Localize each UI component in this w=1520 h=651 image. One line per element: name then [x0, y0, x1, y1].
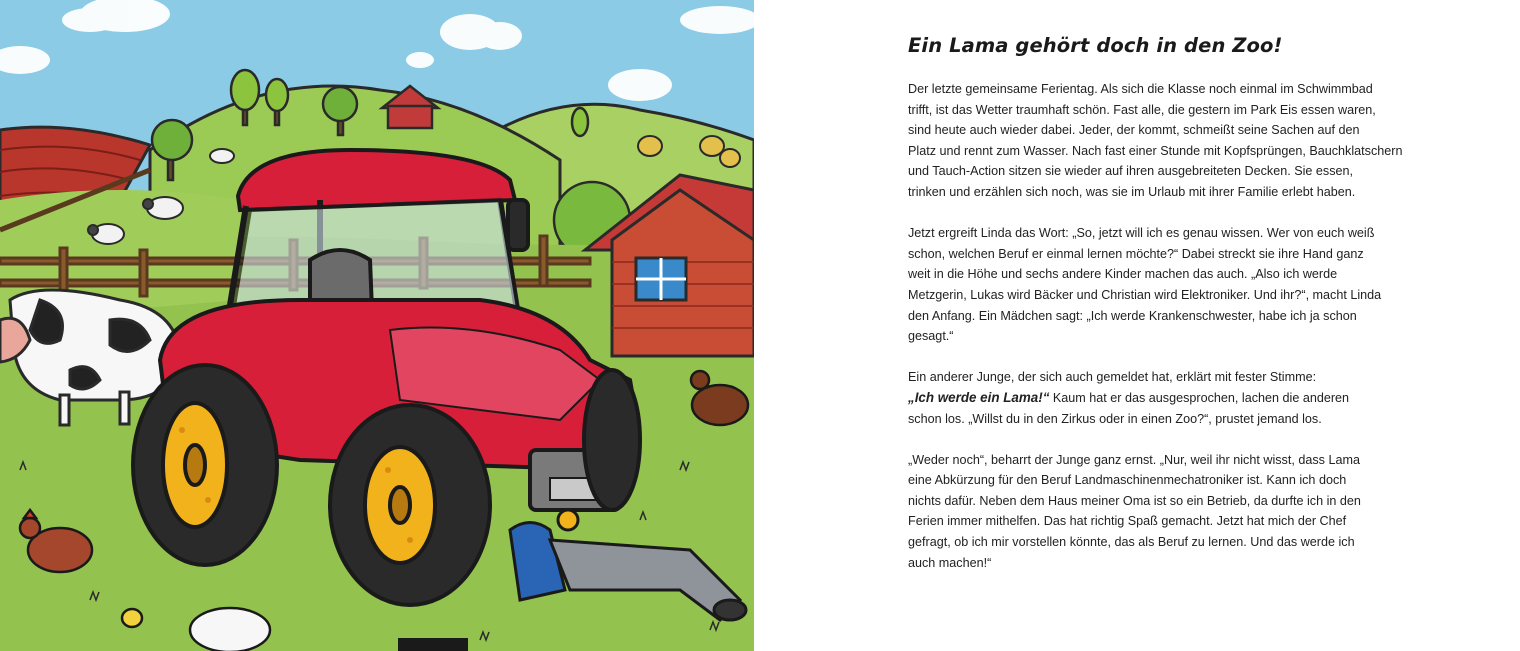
text-run: Kaum hat er das ausgesprochen, lachen die anderen: [1049, 390, 1350, 405]
text-line: Ein anderer Junge, der sich auch gemeldet hat, erklärt mit fester Stimme:: [908, 370, 1317, 385]
text-line: schon, welchen Beruf er einmal lernen möchte?“ Dabei streckt sie ihre Hand ganz: [908, 246, 1364, 261]
paragraph-2: [908, 223, 1408, 347]
text-line: gesagt.“: [908, 329, 954, 344]
text-line: Ferien immer mithelfen. Das hat richtig Spaß gemacht. Jetzt hat mich der Chef: [908, 514, 1347, 529]
text-line: eine Abkürzung für den Beruf Landmaschinenmechatroniker ist. Kann ich doch: [908, 473, 1347, 488]
illustration: [0, 0, 754, 651]
story-text: [908, 79, 1408, 594]
text-line: weit in die Höhe und sechs andere Kinder machen das auch. „Also ich werde: [908, 267, 1338, 282]
paragraph-1: [908, 79, 1408, 203]
story-title: Ein Lama gehört doch in den Zoo!: [908, 34, 1283, 57]
emphasized-quote: „Ich werde ein Lama!“: [908, 389, 1050, 405]
paragraph-4: [908, 450, 1408, 574]
text-line: „Weder noch“, beharrt der Junge ganz ernst. „Nur, weil ihr nicht wisst, dass Lama: [908, 452, 1360, 467]
text-line-with-emphasis: [908, 388, 1408, 409]
text-line: auch machen!“: [908, 555, 992, 570]
text-line: Metzgerin, Lukas wird Bäcker und Christian wird Elektroniker. Und ihr?“, macht Linda: [908, 287, 1382, 302]
farm-tractor-illustration: [0, 0, 754, 651]
text-line: Der letzte gemeinsame Ferientag. Als sich die Klasse noch einmal im Schwimmbad: [908, 82, 1373, 96]
paragraph-3: [908, 367, 1408, 429]
text-line: Platz und rennt zum Wasser. Nach fast einer Stunde mit Kopfsprüngen, Bauchklatschern: [908, 143, 1403, 158]
text-line: trinken und erzählen sich noch, was sie im Urlaub mit ihrer Familie erlebt haben.: [908, 184, 1356, 199]
text-line: sind heute auch wieder dabei. Jeder, der kommt, schmeißt seine Sachen auf den: [908, 123, 1360, 138]
text-line: und Tauch-Action sitzen sie wieder auf ihren ausgebreiteten Decken. Sie essen,: [908, 164, 1354, 179]
text-line: den Anfang. Ein Mädchen sagt: „Ich werde Krankenschwester, habe ich ja schon: [908, 308, 1357, 323]
text-line: schon los. „Willst du in den Zirkus oder in einen Zoo?“, prustet jemand los.: [908, 411, 1322, 426]
text-line: trifft, ist das Wetter traumhaft schön. Fast alle, die gestern im Park Eis essen waren,: [908, 102, 1376, 117]
text-line: Jetzt ergreift Linda das Wort: „So, jetzt will ich es genau wissen. Wer von euch weiß: [908, 226, 1375, 241]
text-line: gefragt, ob ich mir vorstellen könnte, das als Beruf zu lernen. Und das werde ich: [908, 535, 1355, 550]
text-page: [754, 0, 1520, 651]
text-line: nichts dafür. Neben dem Haus meiner Oma ist so ein Betrieb, da durfte ich in den: [908, 493, 1361, 508]
